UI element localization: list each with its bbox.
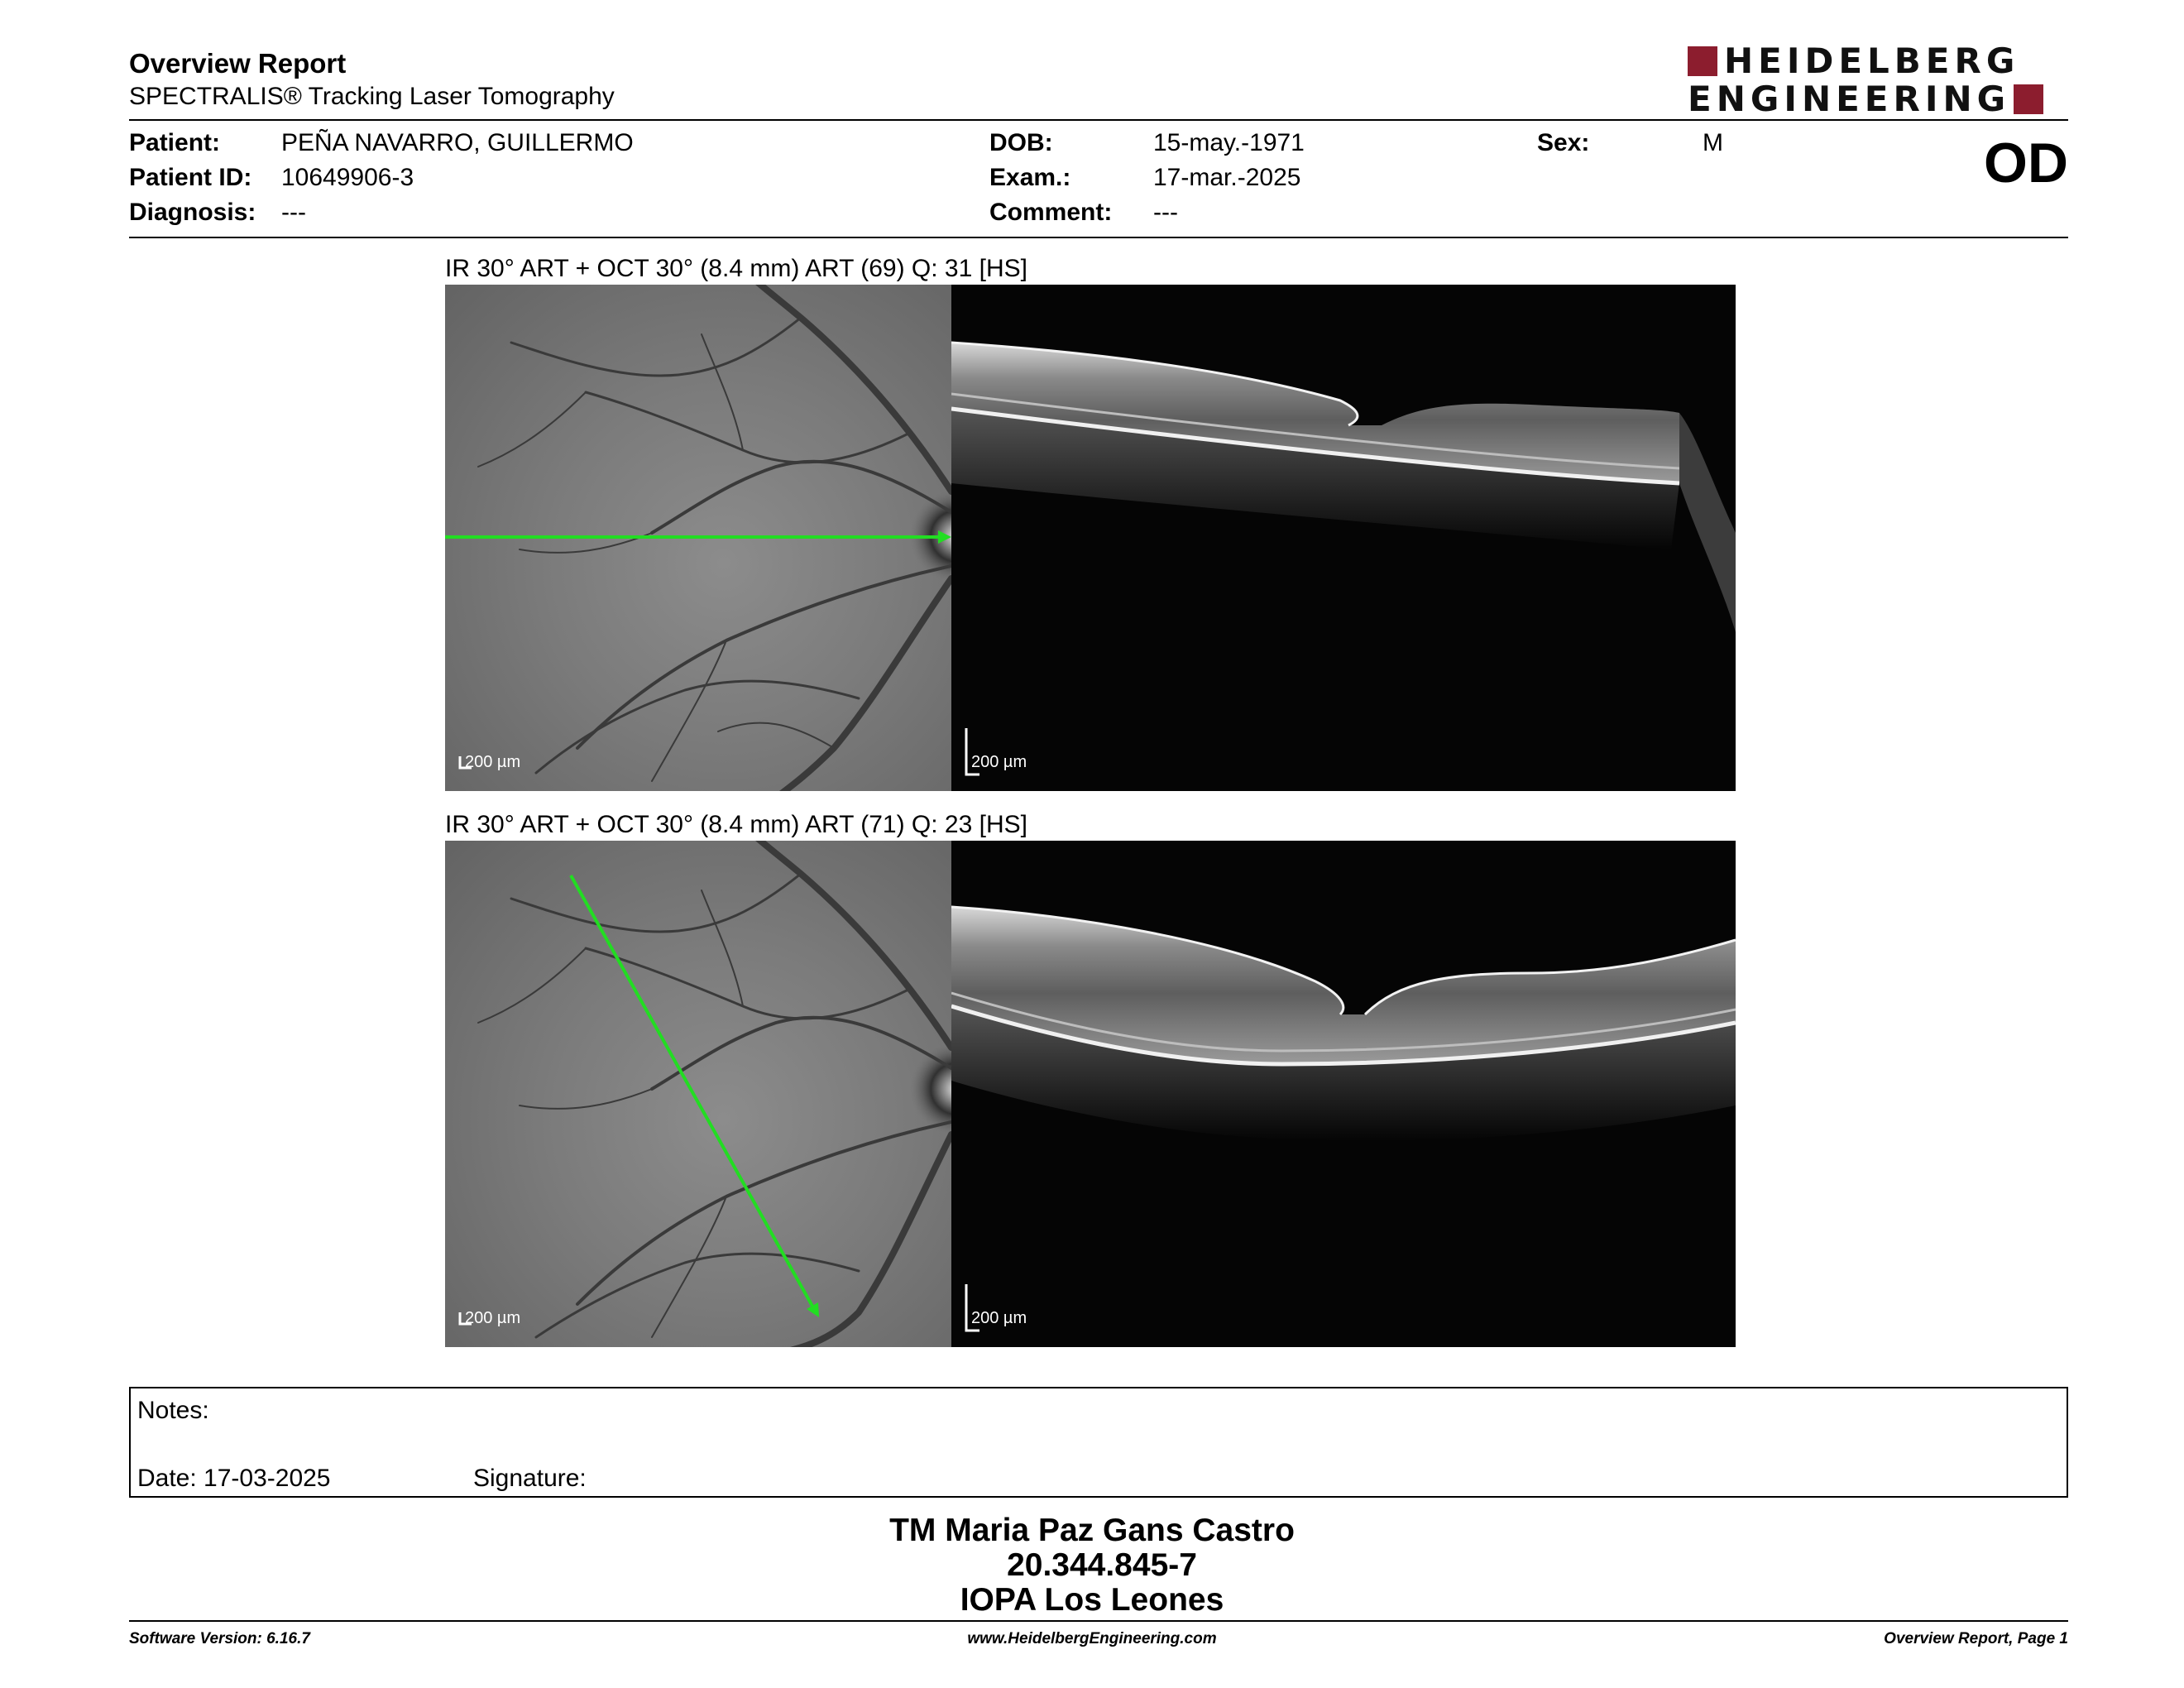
sex-value: M: [1703, 129, 1723, 156]
scale-bar-label: 200 µm: [465, 1309, 521, 1327]
diagnosis-label: Diagnosis:: [129, 199, 256, 226]
eye-indicator: OD: [1984, 132, 2068, 194]
dob-value: 15-may.-1971: [1153, 129, 1305, 156]
diagnosis-value: ---: [281, 199, 306, 226]
patient-id-value: 10649906-3: [281, 164, 414, 191]
sex-label: Sex:: [1537, 129, 1590, 156]
dob-label: DOB:: [989, 129, 1053, 156]
report-subtitle: SPECTRALIS® Tracking Laser Tomography: [129, 83, 615, 110]
scan-caption: IR 30° ART + OCT 30° (8.4 mm) ART (69) Q: 31 [HS]: [445, 255, 1027, 282]
patient-value: PEÑA NAVARRO, GUILLERMO: [281, 129, 634, 156]
operator-name: TM Maria Paz Gans Castro: [889, 1513, 1295, 1548]
oct-b-scan: [951, 841, 1736, 1347]
scale-bar-label: 200 µm: [971, 1309, 1027, 1327]
signature-label: Signature:: [473, 1465, 587, 1492]
date-label: Date: 17-03-2025: [137, 1465, 331, 1492]
page-indicator: Overview Report, Page 1: [1884, 1630, 2068, 1647]
scan-caption: IR 30° ART + OCT 30° (8.4 mm) ART (71) Q: 23 [HS]: [445, 811, 1027, 838]
notes-box: [129, 1387, 2068, 1498]
fundus-image: [445, 841, 951, 1347]
comment-value: ---: [1153, 199, 1178, 226]
software-version: Software Version: 6.16.7: [129, 1630, 310, 1647]
scale-bar-label: 200 µm: [971, 753, 1027, 771]
scan-line: [571, 875, 814, 1309]
heidelberg-logo: [1688, 43, 2070, 117]
operator-institution: IOPA Los Leones: [960, 1582, 1224, 1618]
patient-label: Patient:: [129, 129, 221, 156]
exam-value: 17-mar.-2025: [1153, 164, 1301, 191]
report-title: Overview Report: [129, 48, 347, 79]
oct-b-scan: [951, 285, 1736, 791]
comment-label: Comment:: [989, 199, 1113, 226]
exam-label: Exam.:: [989, 164, 1071, 191]
operator-id: 20.344.845-7: [1007, 1547, 1197, 1583]
website-link[interactable]: www.HeidelbergEngineering.com: [967, 1630, 1217, 1647]
notes-label: Notes:: [137, 1397, 209, 1424]
scale-bar-label: 200 µm: [465, 753, 521, 771]
fundus-image: [445, 285, 951, 791]
logo-line2: ENGINEERING: [1688, 79, 2011, 119]
header-rule: [129, 119, 2068, 121]
patient-id-label: Patient ID:: [129, 164, 252, 191]
logo-square-icon: [2014, 84, 2043, 114]
patient-info-rule: [129, 237, 2068, 238]
footer-rule: [129, 1620, 2068, 1622]
logo-line1: HEIDELBERG: [1724, 41, 2020, 81]
logo-square-icon: [1688, 46, 1717, 76]
